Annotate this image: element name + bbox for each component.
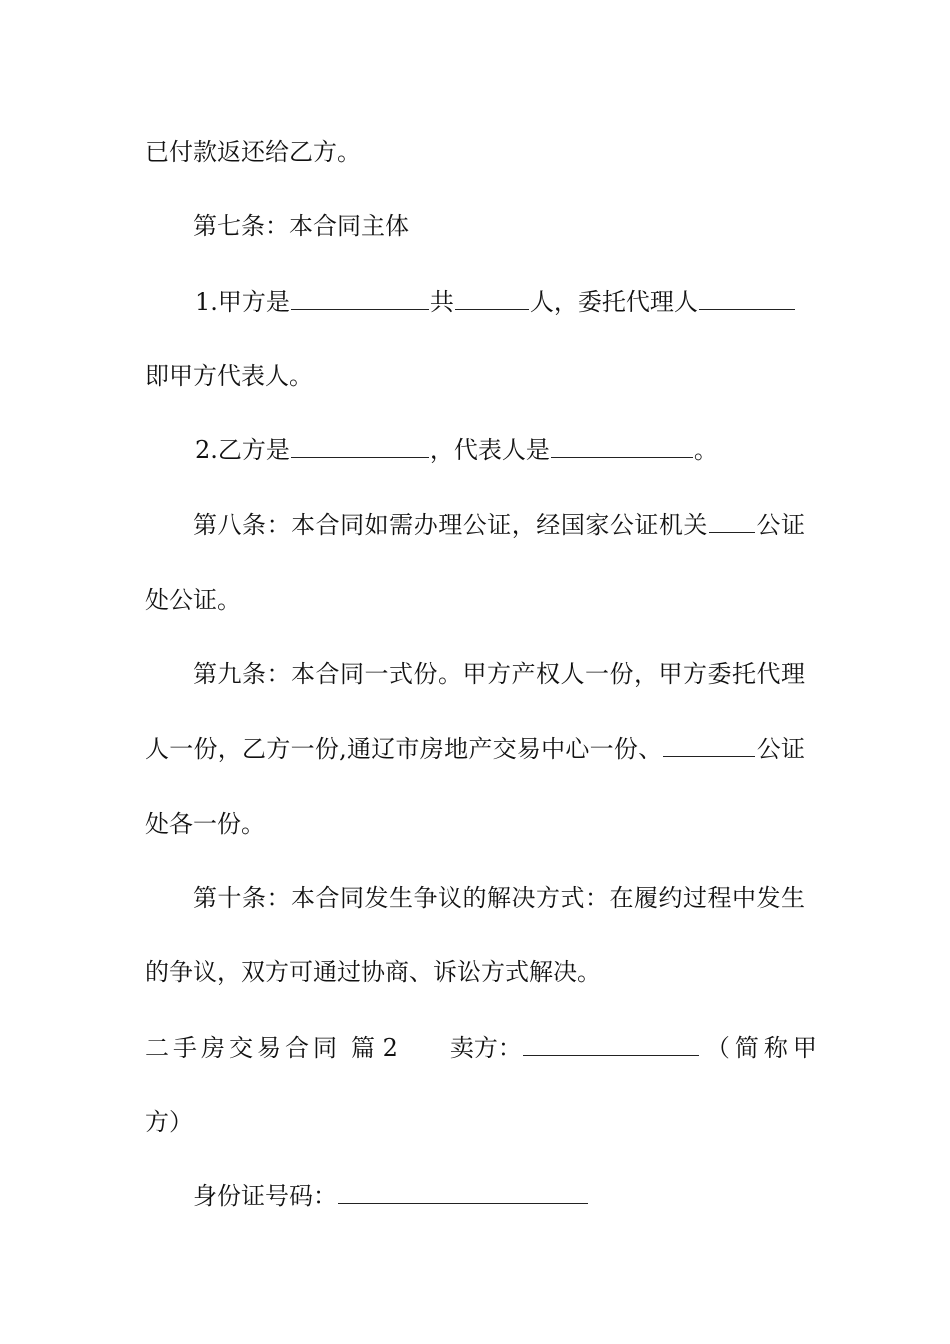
section-title: 二手房交易合同 <box>145 1034 341 1062</box>
text-line <box>145 580 805 620</box>
text-line <box>193 1176 805 1216</box>
text-line <box>145 132 805 172</box>
paragraph-text: 处公证。 <box>145 586 241 614</box>
text-line <box>193 654 805 694</box>
clause-text: 1.甲方是 <box>195 288 290 316</box>
fill-blank <box>709 506 755 533</box>
clause-text: 。 <box>693 436 718 464</box>
paragraph-text: 方） <box>145 1108 193 1136</box>
text-line <box>193 878 805 918</box>
text-line <box>145 952 805 992</box>
id-number-label: 身份证号码： <box>193 1182 337 1210</box>
clause-text: 公证 <box>755 511 806 539</box>
clause-text: 共 <box>429 288 454 316</box>
clause-text: ，代表人是 <box>429 436 550 464</box>
text-line <box>145 729 805 769</box>
paragraph-text: 即甲方代表人。 <box>145 362 313 390</box>
article-heading <box>193 206 805 246</box>
section-number: 篇 2 <box>351 1034 398 1062</box>
text-line <box>145 1102 805 1142</box>
text-line <box>193 505 805 545</box>
clause-text: 人一份，乙方一份,通辽市房地产交易中心一份、 <box>145 735 663 763</box>
text-line <box>195 282 807 322</box>
paragraph-text: 的争议，双方可通过协商、诉讼方式解决。 <box>145 958 601 986</box>
fill-blank <box>291 283 429 310</box>
clause-text: 公证 <box>756 735 805 763</box>
clause-text: 第九条：本合同一式份。甲方产权人一份，甲方委托代理 <box>193 660 805 688</box>
text-line <box>195 430 807 470</box>
paragraph-text: 已付款返还给乙方。 <box>145 138 361 166</box>
clause-text: 人，委托代理人 <box>529 288 698 316</box>
fill-blank <box>699 283 795 310</box>
fill-blank <box>663 730 755 757</box>
clause-text: 第八条：本合同如需办理公证，经国家公证机关 <box>193 511 708 539</box>
seller-label: 卖方： <box>449 1034 522 1062</box>
heading-text: 第七条：本合同主体 <box>193 212 409 240</box>
fill-blank <box>291 431 429 458</box>
paragraph-text: 处各一份。 <box>145 810 265 838</box>
clause-text: 第十条：本合同发生争议的解决方式：在履约过程中发生 <box>193 884 805 912</box>
fill-blank <box>523 1029 699 1056</box>
clause-text: 2.乙方是 <box>195 436 290 464</box>
fill-blank <box>551 431 693 458</box>
clause-text: （简称甲 <box>705 1034 822 1062</box>
text-line <box>145 356 805 396</box>
fill-blank <box>455 283 529 310</box>
text-line <box>145 804 805 844</box>
section-heading-line <box>145 1028 822 1068</box>
fill-blank <box>338 1177 588 1204</box>
